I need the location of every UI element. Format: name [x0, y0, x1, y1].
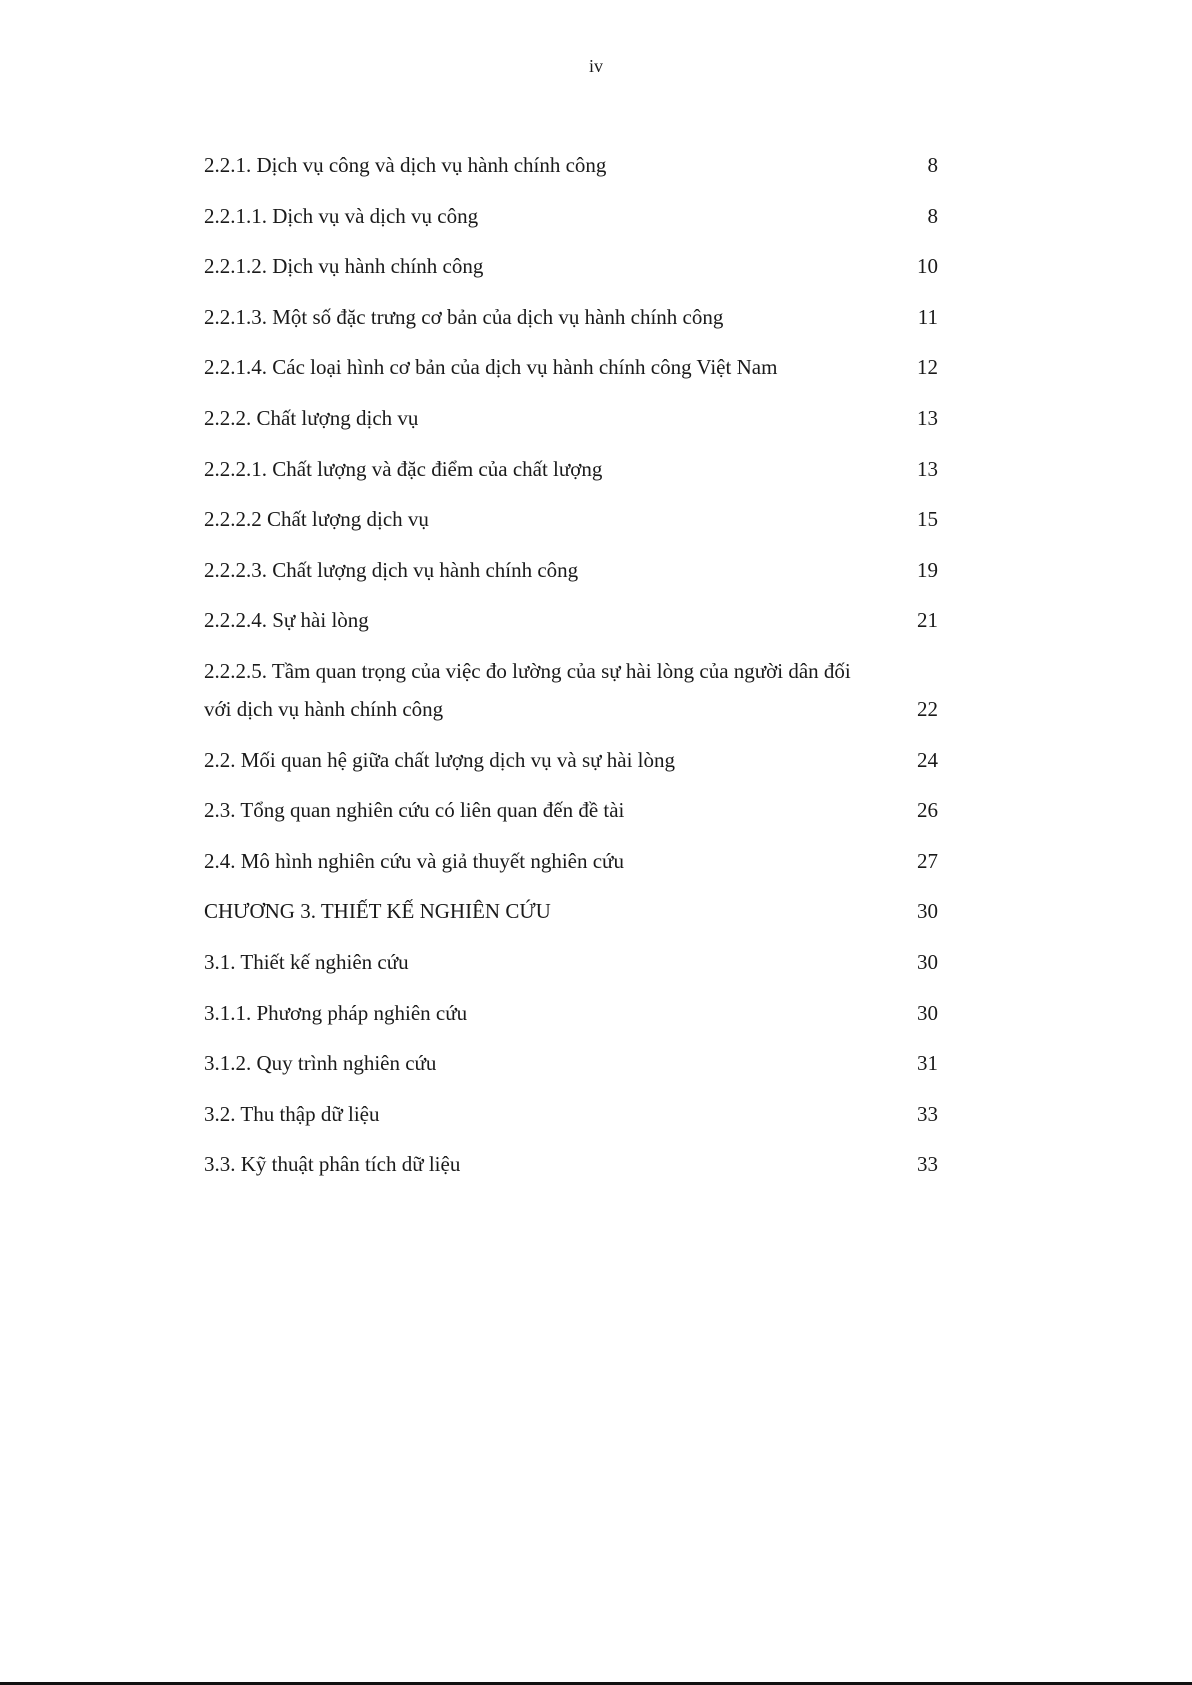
toc-title: 2.2. Mối quan hệ giữa chất lượng dịch vụ và sự hài lòng — [204, 747, 676, 772]
toc-entry[interactable] — [204, 1099, 938, 1129]
toc-title: 2.3. Tổng quan nghiên cứu có liên quan đến đề tài — [204, 798, 625, 823]
toc-entry[interactable] — [204, 454, 938, 484]
toc-page-number: 31 — [917, 1051, 938, 1076]
toc-page-number: 27 — [917, 848, 938, 873]
toc-page-number: 13 — [917, 456, 938, 481]
toc-title: 2.2.2.3. Chất lượng dịch vụ hành chính công — [204, 557, 579, 582]
toc-entry[interactable] — [204, 605, 938, 635]
toc-page-number: 33 — [917, 1152, 938, 1177]
toc-title: 2.2.2. Chất lượng dịch vụ — [204, 405, 419, 430]
toc-title: 2.2.1. Dịch vụ công và dịch vụ hành chính công — [204, 153, 607, 177]
toc-entry[interactable] — [204, 1149, 938, 1179]
toc-title: CHƯƠNG 3. THIẾT KẾ NGHIÊN CỨU — [204, 899, 551, 924]
toc-entry[interactable] — [204, 998, 938, 1028]
toc-title: 2.2.2.2 Chất lượng dịch vụ — [204, 507, 429, 532]
toc-page-number: 19 — [917, 557, 938, 582]
toc-entry[interactable] — [204, 201, 938, 231]
toc-page-number: 30 — [917, 949, 938, 974]
toc-title: 2.2.1.4. Các loại hình cơ bản của dịch vụ hành chính công Việt Nam — [204, 355, 778, 380]
toc-page-number: 10 — [917, 254, 938, 279]
toc-page-number: 30 — [917, 899, 938, 924]
toc-page-number: 12 — [917, 355, 938, 380]
toc-title-line1: 2.2.2.5. Tầm quan trọng của việc đo lường của sự hài lòng của người dân đối — [204, 658, 851, 683]
toc-title: 2.2.2.4. Sự hài lòng — [204, 608, 369, 633]
page-number: iv — [588, 56, 603, 76]
toc-page-number: 33 — [917, 1101, 938, 1126]
toc-entry[interactable] — [204, 352, 938, 382]
toc-entry[interactable] — [204, 1048, 938, 1078]
toc-entry[interactable] — [204, 504, 938, 534]
toc-page-number: 13 — [917, 405, 938, 430]
toc-page-number: 22 — [917, 696, 938, 721]
toc-title: 3.1.1. Phương pháp nghiên cứu — [204, 1000, 468, 1025]
toc-entry[interactable] — [204, 795, 938, 825]
toc-page-number: 8 — [927, 153, 938, 177]
toc-page-number: 11 — [917, 304, 938, 329]
toc-entry[interactable] — [204, 403, 938, 433]
toc-title: 3.1. Thiết kế nghiên cứu — [204, 949, 409, 974]
toc-entry[interactable] — [204, 846, 938, 876]
toc-title: 2.2.1.2. Dịch vụ hành chính công — [204, 254, 484, 279]
toc-entry[interactable] — [204, 150, 938, 180]
toc-title: 3.3. Kỹ thuật phân tích dữ liệu — [204, 1152, 461, 1177]
toc-title: 2.4. Mô hình nghiên cứu và giả thuyết nghiên cứu — [204, 848, 624, 873]
toc-title: với dịch vụ hành chính công — [204, 696, 444, 721]
toc-entry[interactable] — [204, 947, 938, 977]
toc-entry[interactable] — [204, 745, 938, 775]
toc-page-number: 24 — [917, 747, 938, 772]
toc-title: 3.1.2. Quy trình nghiên cứu — [204, 1051, 437, 1076]
toc-entry[interactable] — [204, 555, 938, 585]
toc-title: 2.2.1.1. Dịch vụ và dịch vụ công — [204, 203, 479, 228]
toc-page-number: 21 — [917, 608, 938, 633]
toc-page-number: 30 — [917, 1000, 938, 1025]
toc-page-number: 8 — [927, 203, 938, 228]
toc-entry[interactable] — [204, 251, 938, 281]
toc-entry-multiline[interactable] — [204, 656, 938, 724]
toc-entry[interactable] — [204, 302, 938, 332]
toc-title: 2.2.2.1. Chất lượng và đặc điểm của chất lượng — [204, 456, 603, 481]
toc-page-number: 26 — [917, 798, 938, 823]
toc-page-number: 15 — [917, 507, 938, 532]
toc-title: 2.2.1.3. Một số đặc trưng cơ bản của dịch vụ hành chính công — [204, 304, 724, 329]
toc-title: 3.2. Thu thập dữ liệu — [204, 1101, 380, 1126]
table-of-contents — [204, 150, 938, 1200]
toc-entry[interactable] — [204, 896, 938, 926]
